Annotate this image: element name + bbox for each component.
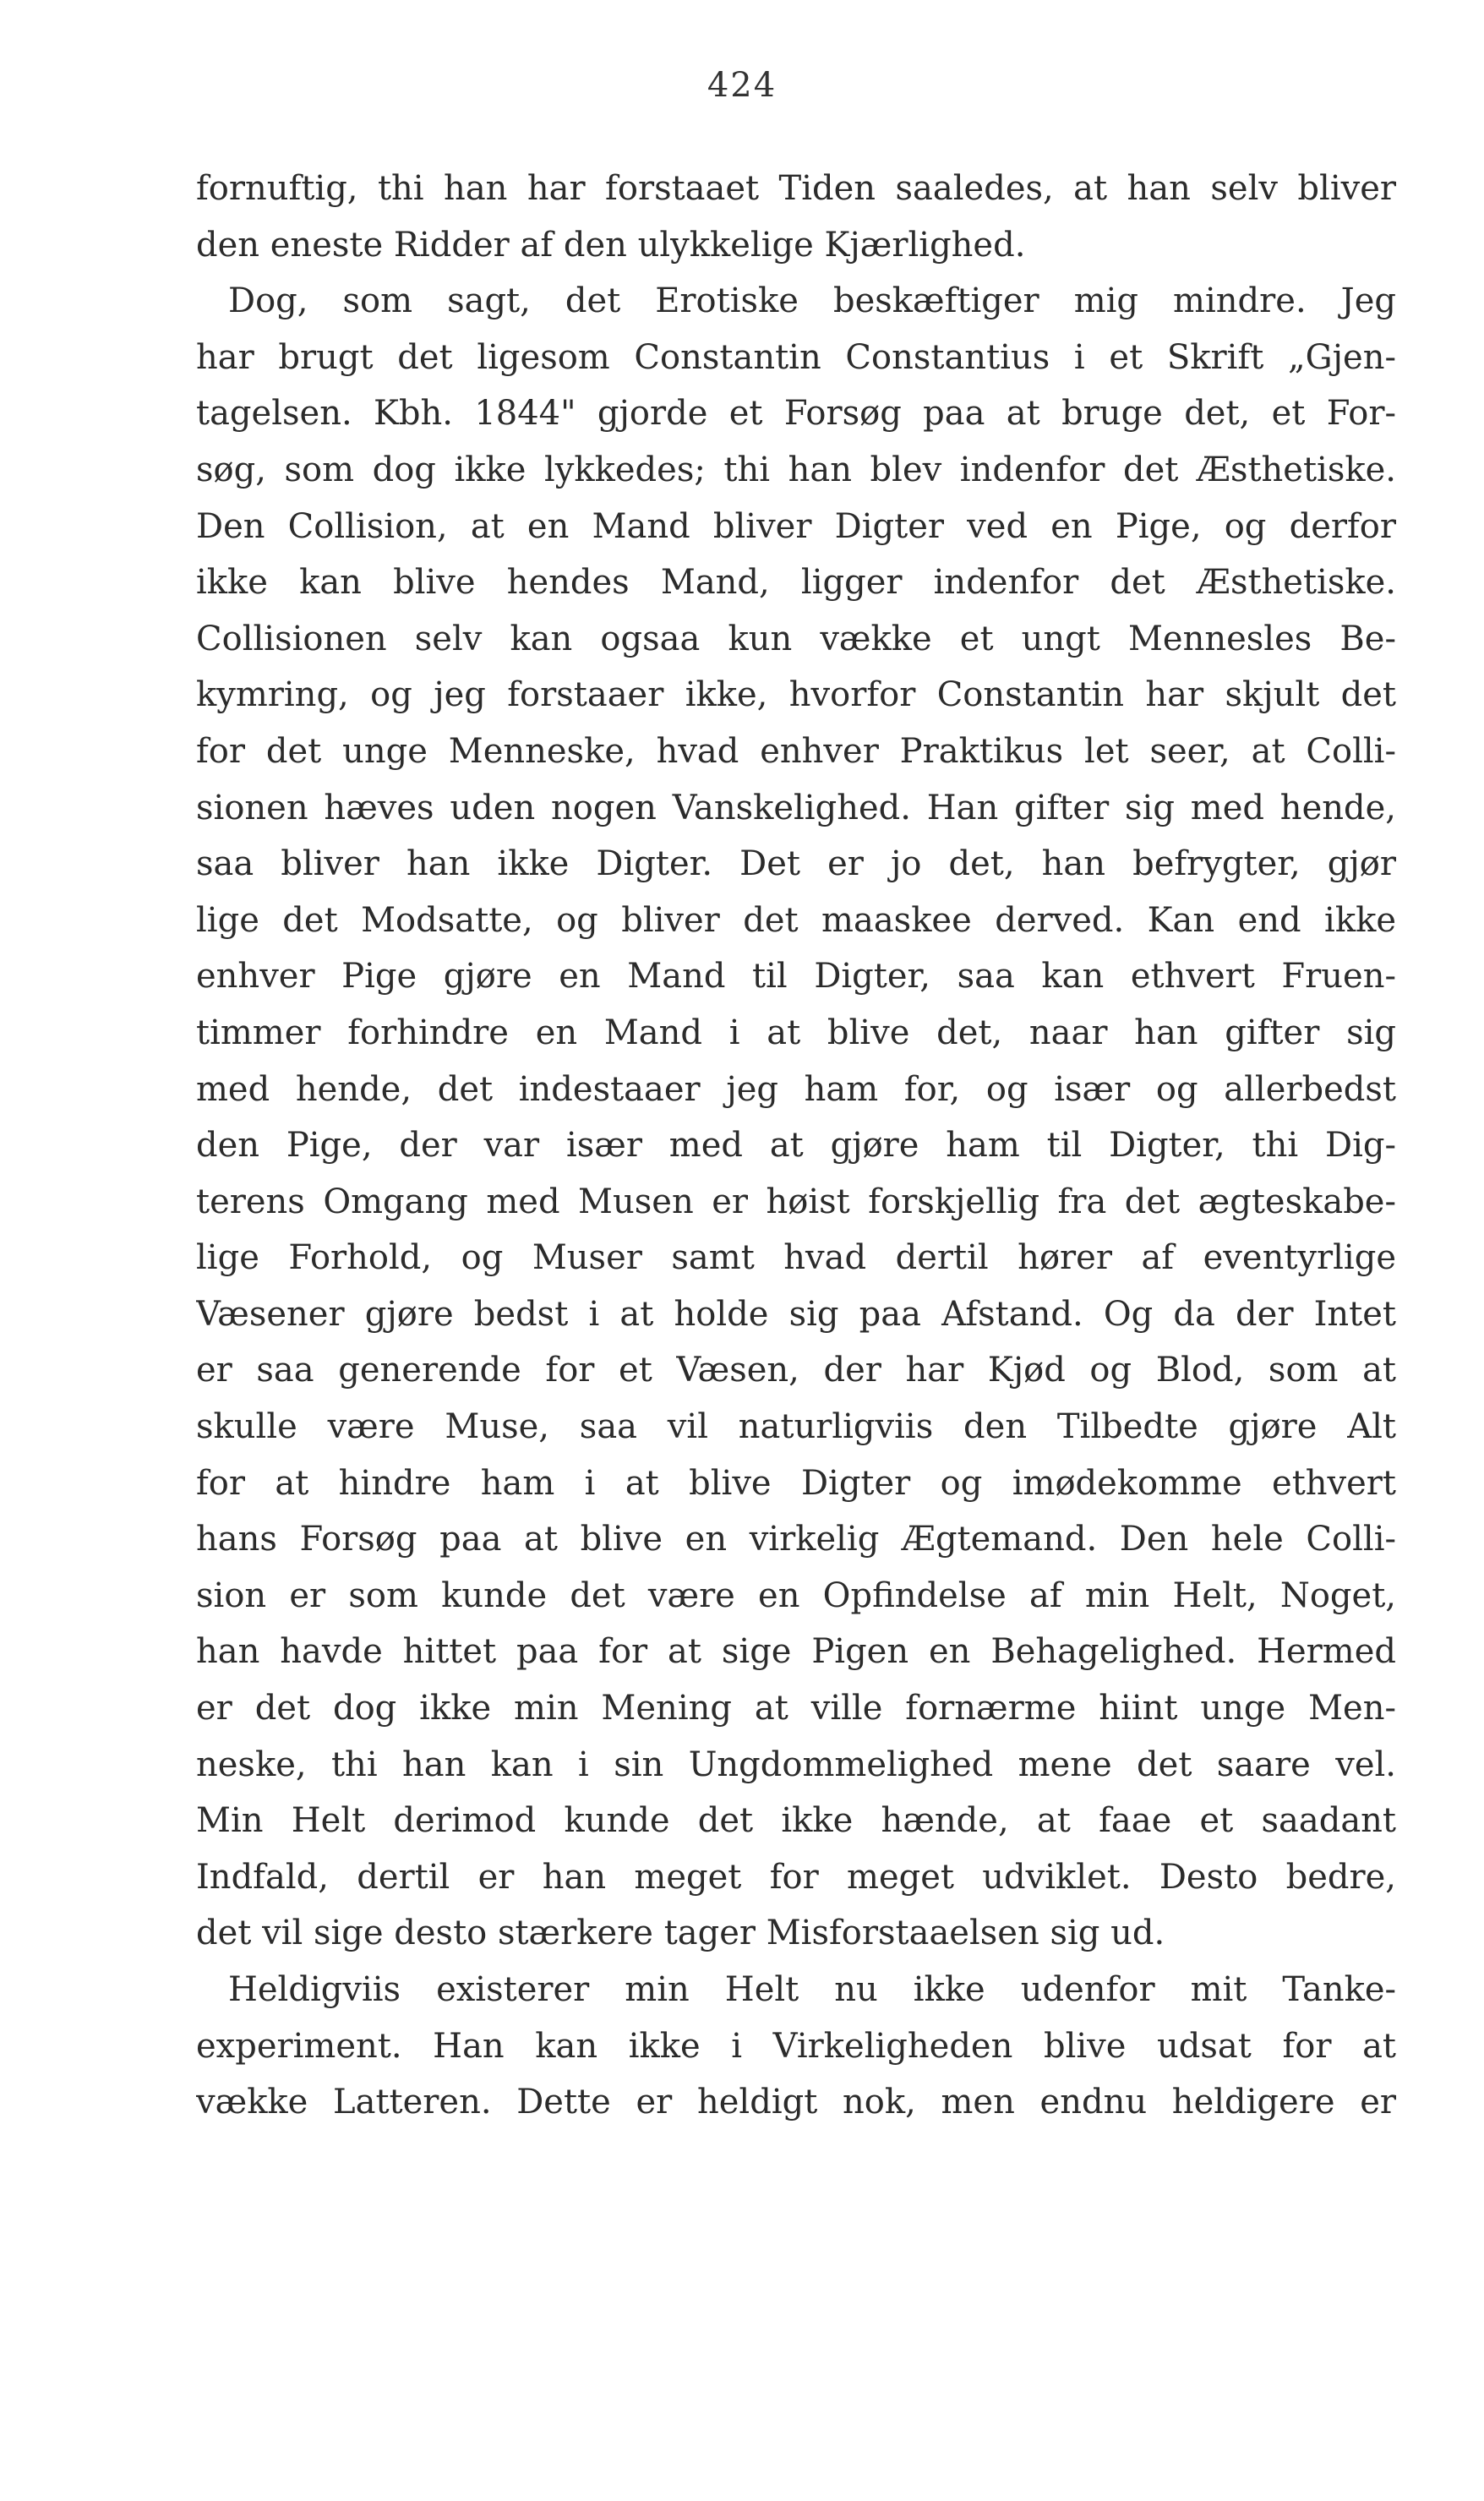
- text-line: for det unge Menneske, hvad enhver Praktikus let seer, at Colli-: [196, 731, 1396, 771]
- text-line: den Pige, der var især med at gjøre ham til Digter, thi Dig-: [196, 1126, 1396, 1166]
- text-line: kymring, og jeg forstaaer ikke, hvorfor Constantin har skjult det: [196, 675, 1396, 715]
- text-line: er saa generende for et Væsen, der har Kjød og Blod, som at: [196, 1351, 1396, 1390]
- text-line: neske, thi han kan i sin Ungdommelighed mene det saare vel.: [196, 1745, 1396, 1784]
- text-line: Min Helt derimod kunde det ikke hænde, at faae et saadant: [196, 1801, 1396, 1841]
- text-line: med hende, det indestaaer jeg ham for, og især og allerbedst: [196, 1069, 1396, 1109]
- text-line: ikke kan blive hendes Mand, ligger indenfor det Æsthetiske.: [196, 563, 1396, 603]
- text-line: vække Latteren. Dette er heldigt nok, men endnu heldigere er: [196, 2083, 1396, 2122]
- page-number: 424: [707, 66, 777, 105]
- text-line: Indfald, dertil er han meget for meget udviklet. Desto bedre,: [196, 1857, 1396, 1897]
- text-line: fornuftig, thi han har forstaaet Tiden saaledes, at han selv bliver: [196, 169, 1396, 208]
- text-line: har brugt det ligesom Constantin Constantius i et Skrift „Gjen-: [196, 337, 1396, 377]
- text-line: Heldigviis existerer min Helt nu ikke udenfor mit Tanke-: [228, 1970, 1396, 2009]
- text-line: tagelsen. Kbh. 1844" gjorde et Forsøg paa at bruge det, et For-: [196, 394, 1396, 434]
- text-line: det vil sige desto stærkere tager Misforstaaelsen sig ud.: [196, 1914, 1165, 1953]
- text-line: Collisionen selv kan ogsaa kun vække et ungt Mennesles Be-: [196, 619, 1396, 658]
- text-line: den eneste Ridder af den ulykkelige Kjærlighed.: [196, 225, 1026, 265]
- text-line: lige det Modsatte, og bliver det maaskee derved. Kan end ikke: [196, 900, 1396, 940]
- text-line: saa bliver han ikke Digter. Det er jo det, han befrygter, gjør: [196, 844, 1396, 884]
- text-line: enhver Pige gjøre en Mand til Digter, saa kan ethvert Fruen-: [196, 957, 1396, 997]
- text-line: sionen hæves uden nogen Vanskelighed. Han gifter sig med hende,: [196, 788, 1396, 827]
- text-line: timmer forhindre en Mand i at blive det, naar han gifter sig: [196, 1013, 1396, 1052]
- text-line: lige Forhold, og Muser samt hvad dertil hører af eventyrlige: [196, 1238, 1396, 1278]
- text-line: sion er som kunde det være en Opfindelse af min Helt, Noget,: [196, 1575, 1396, 1615]
- text-line: experiment. Han kan ikke i Virkeligheden blive udsat for at: [196, 2026, 1396, 2066]
- text-line: søg, som dog ikke lykkedes; thi han blev indenfor det Æsthetiske.: [196, 450, 1396, 489]
- body-text: [196, 161, 1396, 2131]
- text-line: er det dog ikke min Mening at ville fornærme hiint unge Men-: [196, 1689, 1396, 1728]
- text-line: terens Omgang med Musen er høist forskjellig fra det ægteskabe-: [196, 1182, 1396, 1221]
- text-line: han havde hittet paa for at sige Pigen en Behagelighed. Hermed: [196, 1632, 1396, 1672]
- text-line: skulle være Muse, saa vil naturligviis den Tilbedte gjøre Alt: [196, 1407, 1396, 1447]
- text-line: hans Forsøg paa at blive en virkelig Ægtemand. Den hele Colli-: [196, 1520, 1396, 1559]
- text-line: Væsener gjøre bedst i at holde sig paa Afstand. Og da der Intet: [196, 1294, 1396, 1334]
- text-line: Dog, som sagt, det Erotiske beskæftiger mig mindre. Jeg: [228, 281, 1396, 321]
- text-line: Den Collision, at en Mand bliver Digter ved en Pige, og derfor: [196, 506, 1396, 546]
- text-line: for at hindre ham i at blive Digter og imødekomme ethvert: [196, 1463, 1396, 1503]
